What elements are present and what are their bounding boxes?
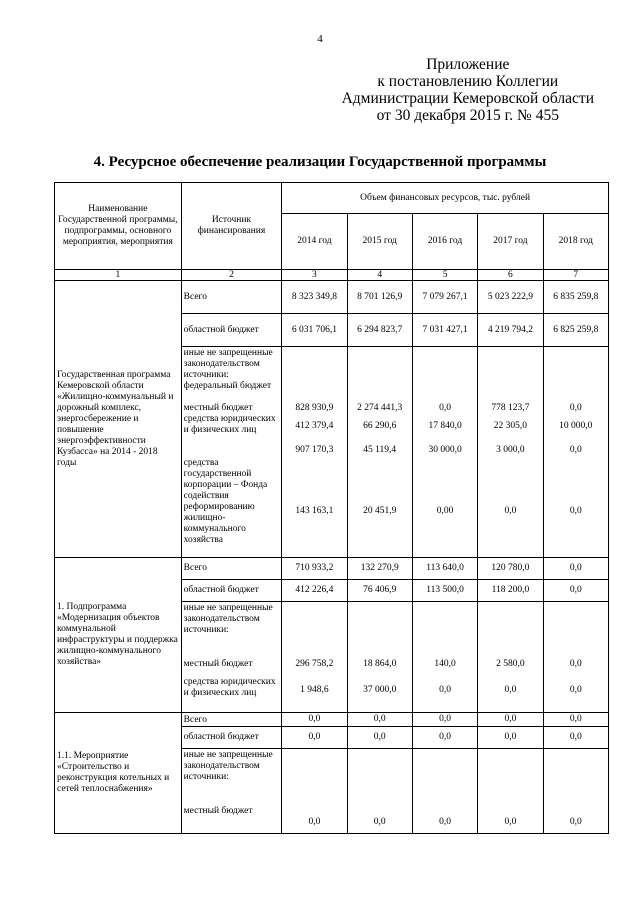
table-row xyxy=(55,281,609,314)
appendix-line-1: Приложение xyxy=(426,56,510,73)
value-cell-group xyxy=(282,347,347,558)
value-legal: 0,0 xyxy=(569,445,582,455)
value-cell-group xyxy=(347,602,412,713)
header-year: 2015 год xyxy=(347,214,412,270)
value-local: 0,0 xyxy=(504,817,517,827)
value-cell: 0,0 xyxy=(478,727,543,749)
value-legal: 1 948,6 xyxy=(300,685,329,695)
value-federal: 828 930,9 xyxy=(295,403,334,413)
column-number: 5 xyxy=(412,270,477,281)
appendix-line-4: от 30 декабря 2015 г. № 455 xyxy=(376,107,559,124)
value-fund: 0,00 xyxy=(436,506,454,516)
measure-name: 1.1. Мероприятие «Строительство и реконструкция котельных и сетей теплоснабжения» xyxy=(55,713,182,834)
value-legal: 3 000,0 xyxy=(496,445,525,455)
value-federal: 2 274 441,3 xyxy=(357,403,403,413)
value-cell: 8 701 126,9 xyxy=(347,281,412,314)
value-fund: 0,0 xyxy=(569,506,582,516)
source-local: местный бюджет xyxy=(183,403,253,413)
source-local: местный бюджет xyxy=(183,659,253,669)
value-local: 0,0 xyxy=(373,817,386,827)
column-number: 4 xyxy=(347,270,412,281)
source-cell-group xyxy=(181,347,282,558)
value-cell: 0,0 xyxy=(347,727,412,749)
value-local: 0,0 xyxy=(308,817,321,827)
value-cell: 7 079 267,1 xyxy=(412,281,477,314)
source-cell: Всего xyxy=(181,713,282,727)
value-cell: 0,0 xyxy=(282,713,347,727)
value-local: 17 840,0 xyxy=(428,421,462,431)
value-cell: 6 835 259,8 xyxy=(543,281,608,314)
value-local: 10 000,0 xyxy=(559,421,593,431)
value-cell: 0,0 xyxy=(543,580,608,602)
header-year: 2017 год xyxy=(478,214,543,270)
source-cell: областной бюджет xyxy=(181,727,282,749)
source-federal: федеральный бюджет xyxy=(183,381,272,391)
value-local: 412 379,4 xyxy=(295,421,334,431)
value-legal: 0,0 xyxy=(569,685,582,695)
value-cell: 6 825 259,8 xyxy=(543,314,608,347)
value-cell: 710 933,2 xyxy=(282,558,347,580)
value-cell-group xyxy=(412,602,477,713)
table-row xyxy=(55,713,609,727)
value-legal: 907 170,3 xyxy=(295,445,334,455)
value-cell: 113 500,0 xyxy=(412,580,477,602)
value-cell-group xyxy=(478,749,543,834)
value-cell-group xyxy=(347,347,412,558)
value-cell-group xyxy=(347,749,412,834)
value-legal: 30 000,0 xyxy=(428,445,462,455)
value-local: 22 305,0 xyxy=(493,421,528,431)
value-legal: 0,0 xyxy=(504,685,517,695)
value-legal: 37 000,0 xyxy=(363,685,397,695)
value-cell-group xyxy=(478,602,543,713)
value-local: 140,0 xyxy=(434,659,456,669)
value-fund: 20 451,9 xyxy=(363,506,397,516)
column-number-row xyxy=(55,270,609,281)
source-local: местный бюджет xyxy=(183,806,253,816)
value-cell-group xyxy=(543,347,608,558)
value-cell: 412 226,4 xyxy=(282,580,347,602)
resource-table xyxy=(54,182,609,834)
value-local: 0,0 xyxy=(569,817,582,827)
value-legal: 45 119,4 xyxy=(363,445,397,455)
page-number: 4 xyxy=(317,33,323,45)
value-local: 18 864,0 xyxy=(363,659,397,669)
column-number: 2 xyxy=(181,270,282,281)
value-cell-group xyxy=(412,347,477,558)
value-cell: 7 031 427,1 xyxy=(412,314,477,347)
value-local: 2 580,0 xyxy=(496,659,525,669)
appendix-line-2: к постановлению Коллегии xyxy=(377,73,559,90)
column-number: 3 xyxy=(282,270,347,281)
value-fund: 143 163,1 xyxy=(295,506,334,516)
value-cell: 118 200,0 xyxy=(478,580,543,602)
value-federal: 0,0 xyxy=(439,403,451,413)
header-year: 2016 год xyxy=(412,214,477,270)
value-cell: 6 031 706,1 xyxy=(282,314,347,347)
value-federal: 778 123,7 xyxy=(491,403,530,413)
source-fund: средства государственной корпорации – Фонда содействия реформированию жилищно-коммунального хозяйства xyxy=(183,458,268,545)
value-local: 66 290,6 xyxy=(363,421,397,431)
value-cell-group xyxy=(282,602,347,713)
source-cell: Всего xyxy=(181,558,282,580)
value-cell: 4 219 794,2 xyxy=(478,314,543,347)
value-local: 0,0 xyxy=(439,817,451,827)
source-cell: областной бюджет xyxy=(181,580,282,602)
appendix-line-3: Администрации Кемеровской области xyxy=(341,90,594,107)
table-row xyxy=(55,558,609,580)
column-number: 1 xyxy=(55,270,182,281)
header-year: 2018 год xyxy=(543,214,608,270)
value-cell: 0,0 xyxy=(282,727,347,749)
value-cell: 120 780,0 xyxy=(478,558,543,580)
header-volume: Объем финансовых ресурсов, тыс. рублей xyxy=(282,183,609,214)
value-federal: 0,0 xyxy=(569,403,582,413)
value-cell: 132 270,9 xyxy=(347,558,412,580)
value-cell: 0,0 xyxy=(347,713,412,727)
source-cell-group xyxy=(181,749,282,834)
appendix-block xyxy=(342,56,594,124)
column-number: 7 xyxy=(543,270,608,281)
section-title: 4. Ресурсное обеспечение реализации Государственной программы xyxy=(93,154,547,170)
header-name: Наименование Государственной программы, подпрограммы, основного мероприятия, мероприятия xyxy=(55,183,182,270)
value-cell: 8 323 349,8 xyxy=(282,281,347,314)
source-other-label: иные не запрещенные законодательством источники: xyxy=(183,603,273,635)
header-source: Источник финансирования xyxy=(181,183,282,270)
value-cell-group xyxy=(543,602,608,713)
value-local: 0,0 xyxy=(569,659,582,669)
source-cell-group xyxy=(181,602,282,713)
value-cell: 76 406,9 xyxy=(347,580,412,602)
value-cell-group xyxy=(543,749,608,834)
value-cell: 0,0 xyxy=(543,727,608,749)
source-legal: средства юридических и физических лиц xyxy=(183,677,276,698)
source-cell: Всего xyxy=(181,281,282,314)
source-cell: областной бюджет xyxy=(181,314,282,347)
source-other-label: иные не запрещенные законодательством источники: xyxy=(183,348,273,380)
header-row xyxy=(55,183,609,214)
program-name: Государственная программа Кемеровской области «Жилищно-коммунальный и дорожный комплекс, энергосбережение и повышение энергоэффективности Кузбасса» на 2014 - 2018 годы xyxy=(55,281,182,558)
value-cell-group xyxy=(412,749,477,834)
value-cell: 5 023 222,9 xyxy=(478,281,543,314)
value-cell: 113 640,0 xyxy=(412,558,477,580)
value-cell-group xyxy=(478,347,543,558)
value-cell: 0,0 xyxy=(478,713,543,727)
value-cell: 0,0 xyxy=(412,713,477,727)
source-legal: средства юридических и физических лиц xyxy=(183,414,276,435)
value-cell: 6 294 823,7 xyxy=(347,314,412,347)
subprogram-name: 1. Подпрограмма «Модернизация объектов коммунальной инфраструктуры и поддержка жилищно-коммунального хозяйства» xyxy=(55,558,182,713)
column-number: 6 xyxy=(478,270,543,281)
source-other-label: иные не запрещенные законодательством источники: xyxy=(183,750,273,782)
value-fund: 0,0 xyxy=(504,506,517,516)
value-cell: 0,0 xyxy=(543,713,608,727)
header-year: 2014 год xyxy=(282,214,347,270)
value-cell: 0,0 xyxy=(543,558,608,580)
value-cell: 0,0 xyxy=(412,727,477,749)
value-local: 296 758,2 xyxy=(295,659,334,669)
value-legal: 0,0 xyxy=(439,685,451,695)
value-cell-group xyxy=(282,749,347,834)
